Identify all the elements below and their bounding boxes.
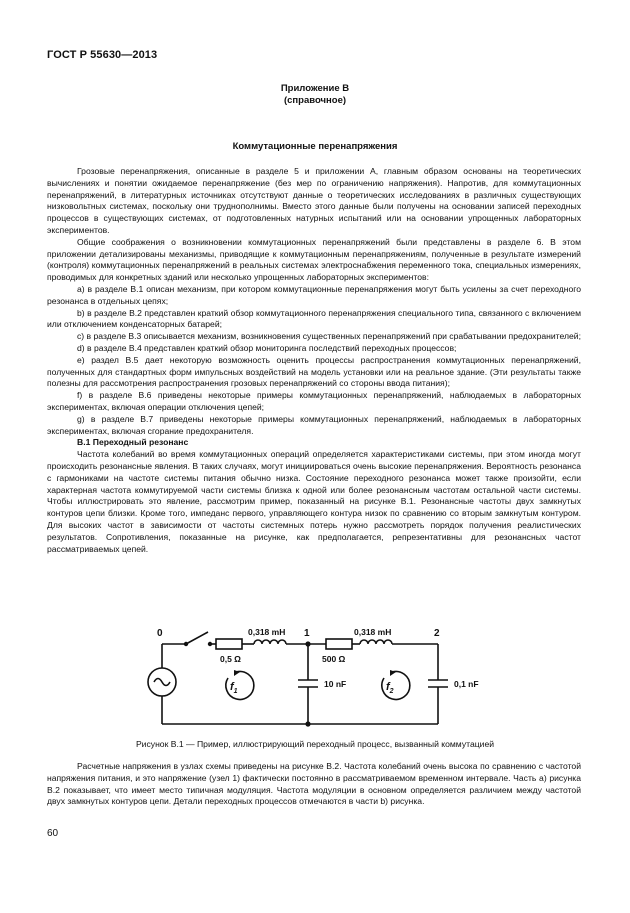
paragraph: Частота колебаний во время коммутационных операций определяется характеристиками системы, при этом иногда могут происходить резонансные явления. В таких случаях, могут инициироваться очень высокие перенапряжения. Вероятность резонанса с гармониками на частоте системы питания обычно низка. Состояние переходного резонанса может также произойти, если характерная частота коммутируемой части системы близка к одной или более резонансным частотам остальной части системы. Чтобы иллюстрировать это явление, рассмотрим пример, показанный на рисунке В.1. Резонансные частоты двух замкнутых контуров цепи близки. Кроме того, импеданс первого, управляющего контура низок по сравнению со вторым замкнутым контуром. Для высоких частот в зависимости от частоты системных потерь нужно рассмотреть порядок получения реалистических результатов. Сопротивления, показанные на рисунке, как предполагается, репрезентативны для резонансных частот рассматриваемых цепей.	[47, 449, 581, 554]
circuit-diagram	[116, 622, 506, 734]
node-dot	[305, 641, 310, 646]
list-item: c) в разделе В.3 описывается механизм, возникновения существенных перенапряжений при срабатывании предохранителей;	[77, 331, 581, 342]
list-item: d) в разделе В.4 представлен краткий обзор мониторинга последствий переходных процессов;	[77, 342, 457, 353]
switch-contact	[208, 642, 212, 646]
c1-label: 10 nF	[324, 679, 347, 689]
r2-label: 500 Ω	[322, 654, 346, 664]
node-1-label: 1	[304, 628, 310, 639]
list-item: e) раздел В.5 дает некоторую возможность оценить процессы распространения коммутационных перенапряжений, полученных для стандартных форм импульсных воздействий на модель установки или на реальное здание. (Эти результаты также полезны для рассмотрения распространения грозовых перенапряжений со стороны ввода питания);	[47, 354, 581, 389]
f2-label: $f_2$	[386, 681, 394, 695]
f1-label: $f_1$	[230, 681, 238, 695]
l2-label: 0,318 mH	[354, 627, 392, 637]
body-text-after-figure	[47, 761, 581, 808]
figure-caption: Рисунок В.1 — Пример, иллюстрирующий переходный процесс, вызванный коммутацией	[135, 739, 495, 749]
body-text	[47, 166, 581, 555]
appendix-heading	[0, 83, 630, 107]
section-title: Коммутационные перенапряжения	[232, 141, 398, 152]
node-dot	[305, 721, 310, 726]
document-header: ГОСТ Р 55630—2013	[47, 49, 158, 61]
paragraph: Грозовые перенапряжения, описанные в разделе 5 и приложении А, главным образом основаны на теоретических вычислениях и понятии ожидаемое перенапряжение (без мер по ограничению напряжения). Напротив, для коммутационных перенапряжений, в литературных источниках отсутствуют данные о теоретических исследованиях в различных существующих низковольтных системах, поскольку они труднополнимы. Вместо этого данные были получены на основании записей переходных процессов в существующих системах, от подготовленных натурных испытаний или на основании упрощенных лабораторных экспериментов.	[47, 166, 581, 235]
c2-label: 0,1 nF	[454, 679, 479, 689]
circuit-figure	[116, 622, 506, 739]
node-0-label: 0	[157, 628, 163, 639]
page-number: 60	[47, 828, 59, 839]
list-item: g) в разделе В.7 приведены некоторые примеры коммутационных перенапряжений, наблюдаемых в лабораторных экспериментах, включая сгорание предохранителя.	[47, 413, 581, 436]
list-item: a) в разделе В.1 описан механизм, при котором коммутационные перенапряжения могут быть усилены за счет переходного резонанса в отдельных цепях;	[47, 283, 581, 306]
paragraph: Расчетные напряжения в узлах схемы приведены на рисунке В.2. Частота колебаний очень высока по сравнению с частотой напряжения питания, и это напряжение (узел 1) фактически постоянно в рассматриваемом временном интервале. Часть а) рисунка В.2 показывает, что имеет место типичная модуляция. Частота модуляции в основном определяется различием между частотой двух замкнутых контуров цепи. Детали переходных процессов отмечаются в части b) рисунка.	[47, 761, 581, 807]
l1-label: 0,318 mH	[248, 627, 286, 637]
list-item: b) в разделе В.2 представлен краткий обзор коммутационного перенапряжения специального типа, связанного с включением или отключением конденсаторных батарей;	[47, 307, 581, 330]
node-2-label: 2	[434, 628, 440, 639]
appendix-title: Приложение В	[280, 83, 350, 94]
r1-label: 0,5 Ω	[220, 654, 241, 664]
subsection-title: В.1 Переходный резонанс	[77, 437, 189, 448]
list-item: f) в разделе В.6 приведены некоторые примеры коммутационных перенапряжений, наблюдаемых в лабораторных экспериментах, включая операции отключения цепей;	[47, 390, 581, 412]
paragraph: Общие соображения о возникновении коммутационных перенапряжений были представлены в разделе 6. В этом приложении детализированы механизмы, приводящие к коммутационным перенапряжениям, полученные в результате измерений (контроля) коммутационных перенапряжений в реальных системах электроснабжения переменного тока, специальных измерениях, проводимых для конкретных зданий или несколько упрощенных лабораторных экспериментов:	[47, 236, 581, 283]
appendix-subtitle: (справочное)	[283, 95, 347, 106]
switch-contact	[184, 642, 188, 646]
